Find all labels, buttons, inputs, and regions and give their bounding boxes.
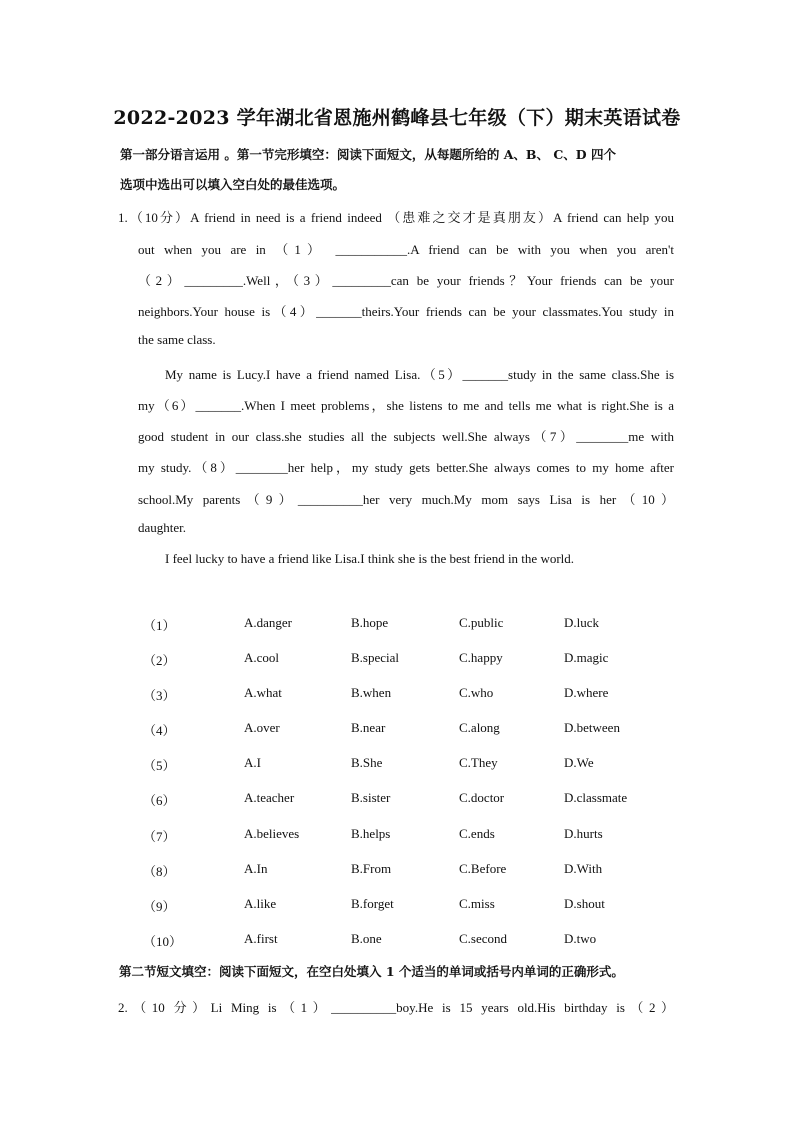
option-a[interactable]: A.I [244, 755, 261, 770]
q1-line-9: my study.（8）________her help，my study gets better.She always comes to my home after [138, 460, 674, 475]
q1-line-5: the same class. [138, 332, 216, 347]
option-d[interactable]: D.With [564, 861, 603, 876]
q1-line-7: my（6）_______.When I meet problems，she listens to me and tells me what is right.She is a [138, 398, 674, 413]
option-d[interactable]: D.between [564, 720, 620, 735]
q1-line-11: daughter. [138, 520, 187, 535]
option-number: （5） [143, 758, 176, 773]
option-c[interactable]: C.doctor [459, 790, 505, 805]
option-b[interactable]: B.sister [351, 790, 391, 805]
option-c[interactable]: C.ends [459, 826, 495, 841]
q2-line-1: 2.（10 分）Li Ming is（1）__________boy.He is 15 years old.His birthday is（2） [118, 1000, 674, 1015]
option-a[interactable]: A.teacher [244, 790, 295, 805]
option-number: （10） [143, 934, 183, 949]
option-a[interactable]: A.cool [244, 650, 280, 665]
q1-line-2: out when you are in （1） ___________.A friend can be with you when you aren't [138, 242, 674, 257]
option-c[interactable]: C.happy [459, 650, 503, 665]
option-a[interactable]: A.danger [244, 615, 293, 630]
option-d[interactable]: D.We [564, 755, 594, 770]
option-d[interactable]: D.luck [564, 615, 600, 630]
q1-line-3: （2）_________.Well，（3）_________can be your friends？Your friends can be your [138, 273, 674, 288]
option-number: （8） [143, 864, 176, 879]
option-a[interactable]: A.believes [244, 826, 300, 841]
option-a[interactable]: A.first [244, 931, 278, 946]
option-number: （4） [143, 723, 176, 738]
option-b[interactable]: B.She [351, 755, 383, 770]
q1-line-1: 1.（10分）A friend in need is a friend indeed （患难之交才是真朋友）A friend can help you [118, 210, 674, 225]
option-c[interactable]: C.Before [459, 861, 507, 876]
option-c[interactable]: C.They [459, 755, 498, 770]
option-a[interactable]: A.In [244, 861, 268, 876]
option-b[interactable]: B.From [351, 861, 392, 876]
option-c[interactable]: C.public [459, 615, 504, 630]
option-c[interactable]: C.miss [459, 896, 495, 911]
part1-heading [120, 140, 680, 200]
q1-line-4: neighbors.Your house is（4）_______theirs.Your friends can be your classmates.You study in [138, 304, 674, 319]
option-d[interactable]: D.two [564, 931, 597, 946]
option-b[interactable]: B.forget [351, 896, 394, 911]
q1-line-10: school.My parents（9）__________her very much.My mom says Lisa is her（10） [138, 492, 674, 507]
page-title: 2022-2023 学年湖北省恩施州鹤峰县七年级（下）期末英语试卷 [113, 107, 681, 129]
part2-heading: 第二节短文填空：阅读下面短文，在空白处填入 1 个适当的单词或括号内单词的正确形式。 [119, 964, 624, 979]
option-a[interactable]: A.over [244, 720, 280, 735]
option-a[interactable]: A.like [244, 896, 277, 911]
option-number: （9） [143, 899, 176, 914]
option-d[interactable]: D.classmate [564, 790, 628, 805]
option-b[interactable]: B.special [351, 650, 400, 665]
option-b[interactable]: B.when [351, 685, 392, 700]
option-d[interactable]: D.where [564, 685, 609, 700]
option-number: （2） [143, 653, 176, 668]
part1-heading-line2: 选项中选出可以填入空白处的最佳选项。 [120, 177, 346, 192]
option-d[interactable]: D.hurts [564, 826, 603, 841]
option-b[interactable]: B.near [351, 720, 386, 735]
option-d[interactable]: D.magic [564, 650, 609, 665]
option-number: （3） [143, 688, 176, 703]
part1-heading-line1: 第一部分语言运用 。第一节完形填空：阅读下面短文，从每题所给的 A、B、 C、D 四个 [120, 147, 616, 162]
option-d[interactable]: D.shout [564, 896, 605, 911]
option-number: （6） [143, 793, 176, 808]
option-c[interactable]: C.who [459, 685, 494, 700]
option-b[interactable]: B.helps [351, 826, 391, 841]
q1-line-6: My name is Lucy.I have a friend named Lisa.（5）_______study in the same class.She is [165, 367, 674, 382]
option-c[interactable]: C.second [459, 931, 508, 946]
option-a[interactable]: A.what [244, 685, 282, 700]
q1-line-8: good student in our class.she studies all the subjects well.She always（7）________me with [138, 429, 674, 444]
option-b[interactable]: B.hope [351, 615, 389, 630]
option-number: （1） [143, 618, 176, 633]
q1-line-12: I feel lucky to have a friend like Lisa.I think she is the best friend in the world. [165, 551, 575, 566]
option-c[interactable]: C.along [459, 720, 500, 735]
option-b[interactable]: B.one [351, 931, 382, 946]
option-number: （7） [143, 829, 176, 844]
